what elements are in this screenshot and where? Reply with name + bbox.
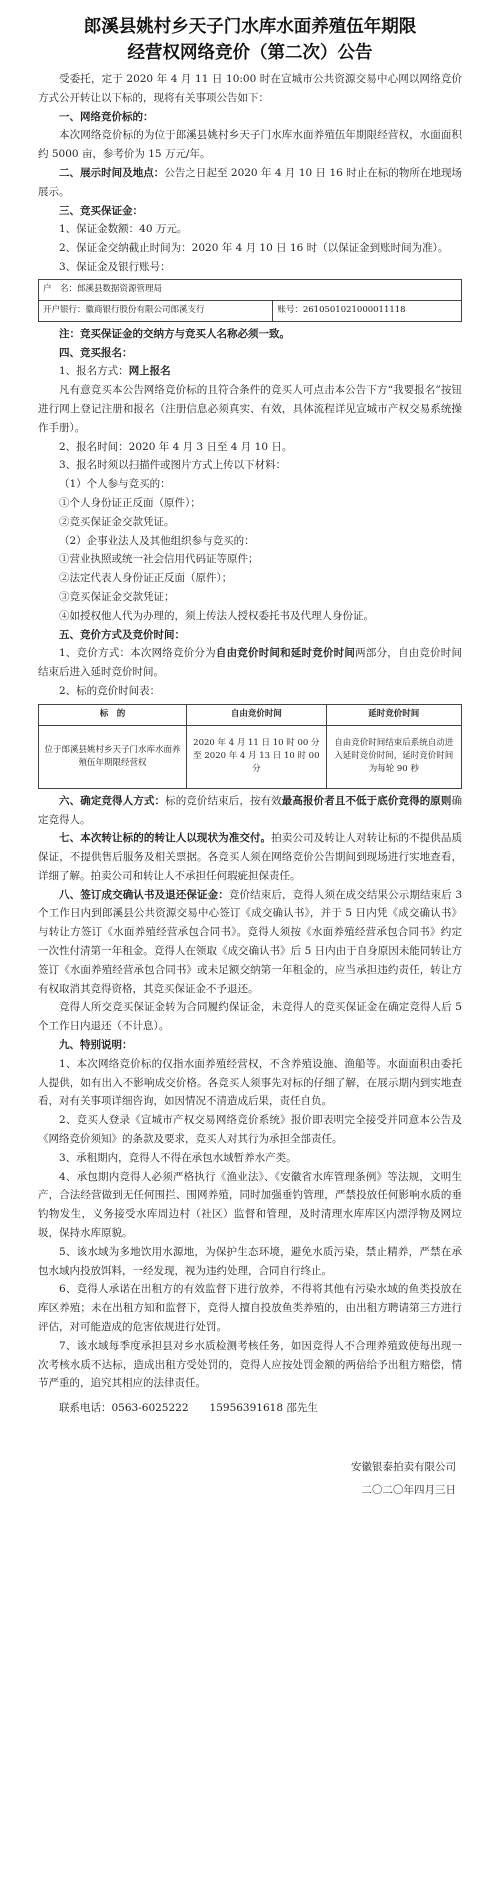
title-line-1: 郎溪县姚村乡天子门水库水面养殖伍年期限 — [83, 17, 417, 37]
bid-schedule-label: 2、标的竞价时间表： — [59, 684, 161, 697]
bid-header-subject: 标 的 — [39, 704, 187, 725]
title-line-2: 经营权网络竞价（第二次）公告 — [127, 43, 373, 63]
bid-cell-free-time: 2020 年 4 月 11 日 10 时 00 分至 2020 年 4 月 13 日 10 时 00 分 — [187, 725, 327, 788]
bid-schedule-header-row — [39, 704, 462, 725]
section-6 — [38, 792, 462, 830]
account-bank-row — [39, 300, 462, 321]
section-3-heading: 三、竞买保证金： — [59, 204, 143, 217]
section-7-body: 拍卖公司及转让人对转让标的不提供品质保证，不提供售后服务及相关票据。各竞买人须在网络竞价公告期间到现场进行实地查看，详细了解。拍卖公司和转让人不承担任何瑕疵担保责任。 — [38, 832, 463, 882]
org-material-2: ②法定代表人身份证正反面（原件）； — [59, 572, 233, 585]
section-7-heading: 七、本次转让标的的转让人以现状为准交付。 — [59, 832, 272, 845]
org-material-3: ③竞买保证金交款凭证； — [59, 590, 175, 603]
page-title — [28, 14, 472, 66]
section-9-heading: 九、特别说明： — [59, 1039, 133, 1052]
deposit-amount: 1、保证金数额：40 万元。 — [59, 223, 188, 236]
section-1-heading: 一、网络竞价标的： — [59, 110, 154, 123]
section-4-heading: 四、竞买报名： — [59, 346, 133, 359]
account-bank-cell: 开户银行：徽商银行股份有限公司郎溪支行 — [39, 300, 273, 321]
section-8 — [38, 886, 462, 999]
registration-method-label: 1、报名方式： — [59, 365, 129, 378]
section-2-body: 公告之日起至 2020 年 4 月 10 日 16 时止在标的物所在地现场展示。 — [38, 166, 463, 198]
individual-material-1: ①个人身份证正反面（原件）； — [59, 496, 201, 509]
bid-schedule-table — [38, 704, 462, 789]
section-7 — [38, 829, 462, 885]
note-5: 5、该水域为多地饮用水源地，为保护生态环境，避免水质污染，禁止精养，严禁在承包水域内投放饵料，一经发现，视为违约处理，合同自行终止。 — [38, 1245, 462, 1277]
individual-material-2: ②竞买保证金交款凭证。 — [59, 515, 175, 528]
individual-materials-heading: （1）个人参与竞买的： — [59, 478, 171, 491]
deposit-bank-label: 3、保证金及银行账号： — [59, 260, 171, 273]
section-6-c: 确定竞得人。 — [38, 794, 463, 826]
account-name-cell: 户 名：郎溪县数据资源管理局 — [39, 279, 462, 300]
section-6-b: 最高报价者且不低于底价竞得的原则 — [281, 794, 452, 807]
bidding-method-c: 两部分，自由竞价时间结束后进入延时竞价时间。 — [38, 647, 463, 679]
account-name-row — [39, 279, 462, 300]
contact-line: 联系电话：0563-6025222 15956391618 邵先生 — [59, 1402, 318, 1415]
deposit-deadline: 2、保证金交纳截止时间为：2020 年 4 月 10 日 16 时（以保证金到账时间为准）。 — [59, 242, 449, 255]
section-2-heading: 二、展示时间及地点： — [59, 166, 165, 179]
note-6: 6、竞得人承诺在出租方的有效监督下进行放养，不得将其他有污染水域的鱼类投放在库区养殖；未在出租方知和监督下，竞得人擅自投放鱼类养殖的，由出租方聘请第三方进行评估，对可能造成的危害依规进行处罚。 — [38, 1283, 462, 1334]
section-8-body-2: 竞得人所交竞买保证金转为合同履约保证金，未竞得人的竞买保证金在确定竞得人后 5 个工作日内退还（不计息）。 — [38, 1001, 462, 1033]
deposit-note: 注：竞买保证金的交纳方与竞买人名称必须一致。 — [59, 327, 290, 340]
bidding-method — [38, 644, 462, 682]
bid-schedule-row — [39, 725, 462, 788]
bidding-method-a: 1、竞价方式：本次网络竞价分为 — [59, 647, 216, 660]
registration-method-value: 网上报名 — [128, 365, 171, 378]
note-2: 2、竞买人登录《宣城市产权交易网络竞价系统》报价即表明完全接受并同意本公告及《网络竞价须知》的条款及要求，竞买人对其行为承担全部责任。 — [38, 1114, 462, 1146]
section-8-body-1: 竞价结束后，竞得人须在成交结果公示期结束后 3 个工作日内到郎溪县公共资源交易中心签订《成交确认书》，并于 5 日内凭《成交确认书》与转让方签订《水面养殖经营承包合同书》。竞得人须按《水面养殖经营承包合同书》约定一次性付清第一年租金。竞得人在领取《成交确认书》后 5 日内由于自身原因未能同转让方签订《水面养殖经营承包合同书》或未足额交纳第一年租金的，应当承担违约责任，转让方有权取消其竞得资格，其竞买保证金不予退还。 — [38, 888, 462, 995]
signature-date: 二〇二〇年四月三日 — [361, 1483, 456, 1496]
bank-account-table — [38, 279, 462, 322]
org-material-1: ①营业执照或统一社会信用代码证等原件； — [59, 553, 259, 566]
section-2 — [38, 164, 462, 202]
section-6-a: 标的竞价结束后，按有效 — [165, 794, 282, 807]
registration-body: 凡有意竞买本公告网络竞价标的且符合条件的竞买人可点击本公告下方“我要报名”按钮进行网上登记注册和报名（注册信息必须真实、有效，具体流程详见宣城市产权交易系统操作手册）。 — [38, 384, 462, 434]
registration-time: 2、报名时间：2020 年 4 月 3 日至 4 月 10 日。 — [59, 440, 293, 453]
note-1: 1、本次网络竞价标的仅指水面养殖经营权，不含养殖设施、渔船等。水面面积由委托人提供，如有出入不影响成交价格。各竞买人须事先对标的仔细了解，在展示期内到实地查看，对有关事项详细咨询，如因情况不清造成后果，责任自负。 — [38, 1057, 462, 1108]
section-6-heading: 六、确定竞得人方式： — [59, 794, 166, 807]
account-number-cell: 账号：2610501021000011118 — [273, 300, 462, 321]
bid-header-free-time: 自由竞价时间 — [187, 704, 327, 725]
note-4: 4、承包期内竞得人必须严格执行《渔业法》、《安徽省水库管理条例》等法规，文明生产，合法经营做到无任何围拦、围网养殖，同时加强垂钓管理，严禁投放任何影响水质的垂钓物发生，义务接受水库周边村（社区）监督和管理，及时清理水库库区内漂浮物及网垃圾，保持水库原貌。 — [38, 1170, 462, 1240]
bid-cell-subject: 位于郎溪县姚村乡天子门水库水面养殖伍年期限经营权 — [39, 725, 187, 788]
note-3: 3、承租期内，竞得人不得在承包水域暂养水产类。 — [59, 1151, 297, 1164]
signature-org: 安徽银泰拍卖有限公司 — [351, 1461, 456, 1473]
bid-header-extended-time: 延时竞价时间 — [326, 704, 461, 725]
section-1-body: 本次网络竞价标的为位于郎溪县姚村乡天子门水库水面养殖伍年期限经营权，水面面积约 5000 亩，参考价为 15 万元/年。 — [38, 129, 462, 161]
intro-paragraph: 受委托，定于 2020 年 4 月 11 日 10:00 时在宣城市公共资源交易中心网以网络竞价方式公开转让以下标的，现将有关事项公告如下： — [38, 73, 462, 104]
section-8-heading: 八、签订成交确认书及退还保证金： — [59, 888, 229, 901]
bid-cell-extended-time: 自由竞价时间结束后系统自动进入延时竞价时间，延时竞价时间为每轮 90 秒 — [326, 725, 461, 788]
registration-method — [38, 362, 462, 381]
org-materials-heading: （2）企事业法人及其他组织参与竞买的： — [59, 534, 255, 547]
bidding-method-b: 自由竞价时间和延时竞价时间 — [215, 647, 356, 660]
org-material-4: ④如授权他人代为办理的，须上传法人授权委托书及代理人身份证。 — [59, 609, 374, 622]
section-5-heading: 五、竞价方式及竞价时间： — [59, 628, 185, 641]
registration-materials: 3、报名时须以扫描件或图片方式上传以下材料： — [59, 459, 287, 472]
note-7: 7、该水域每季度承担县对乡水质检测考核任务，如因竞得人不合理养殖致使每出现一次考核水质不达标，造成出租方受处罚的，竞得人应按处罚金额的两倍给予出租方赔偿，情节严重的，追究其相应的法律责任。 — [38, 1339, 462, 1390]
